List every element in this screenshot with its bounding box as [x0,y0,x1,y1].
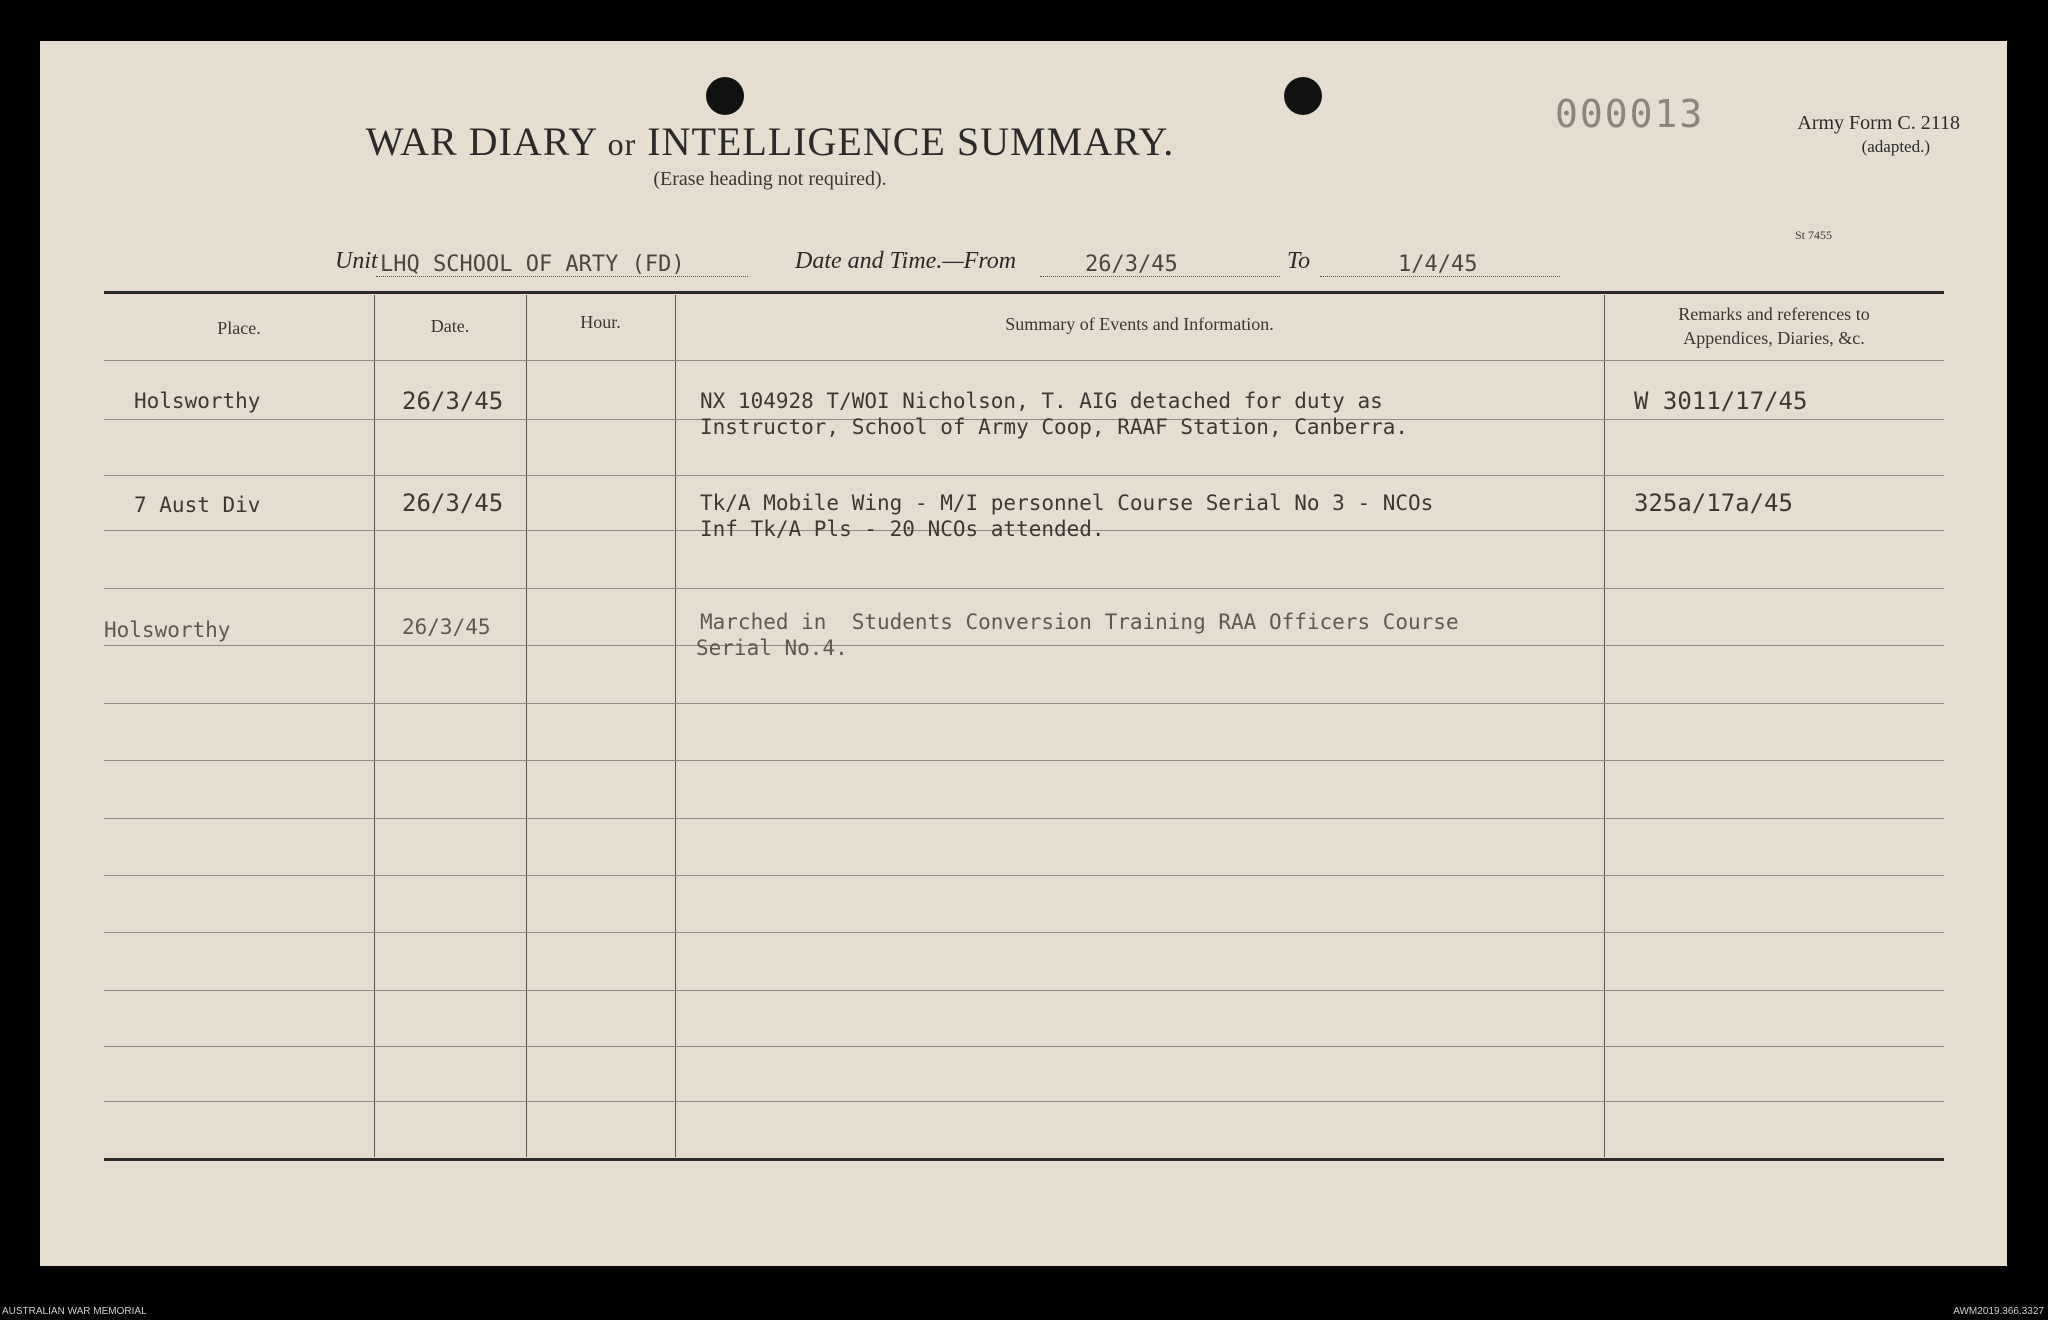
entry-summary: Serial No.4. [696,636,848,660]
form-adapted: (adapted.) [1861,137,1930,156]
entry-date: 26/3/45 [402,387,504,415]
entry-summary: Instructor, School of Army Coop, RAAF Station, Canberra. [700,415,1409,439]
form-title [0,118,1540,165]
stationery-number: St 7455 [1795,228,1833,242]
punch-hole-right [1284,77,1322,115]
entry-place: Holsworthy [104,618,231,642]
entry-summary: Tk/A Mobile Wing - M/I personnel Course Serial No 3 - NCOs [700,491,1434,515]
row-rule [104,990,1944,991]
entry-date: 26/3/45 [402,615,491,639]
entry-remarks: 325a/17a/45 [1634,489,1793,517]
entry-place: 7 Aust Div [134,493,261,517]
row-rule [104,703,1944,704]
entry-date: 26/3/45 [402,489,504,517]
unit-label: Unit [335,248,378,274]
diary-sheet [40,41,2007,1266]
title-main: WAR DIARY [365,119,597,164]
footer-left: AUSTRALIAN WAR MEMORIAL [2,1306,147,1317]
table-top-rule [104,291,1944,294]
row-rule [104,475,1944,476]
title-rest: INTELLIGENCE SUMMARY. [647,119,1175,164]
page-number-stamp: 000013 [1555,92,1705,136]
col-divider-3 [675,295,676,1157]
col-header-place: Place. [217,318,261,338]
header-rule [104,360,1944,361]
form-number: Army Form C. 2118 [1797,112,1960,134]
to-dotted-line [1320,276,1560,277]
from-value: 26/3/45 [1085,252,1178,277]
row-rule [104,932,1944,933]
entry-place: Holsworthy [134,389,261,413]
row-rule [104,1101,1944,1102]
footer-right: AWM2019.366.3327 [1953,1306,2044,1317]
row-rule [104,588,1944,589]
col-divider-1 [374,295,375,1157]
row-rule [104,645,1944,646]
from-dotted-line [1040,276,1280,277]
col-header-hour: Hour. [580,312,621,332]
col-header-date: Date. [430,316,470,336]
entry-remarks: W 3011/17/45 [1634,387,1808,415]
col-header-remarks: Remarks and references to Appendices, Diaries, &c. [1678,304,1870,348]
to-value: 1/4/45 [1398,252,1478,277]
entry-summary: Inf Tk/A Pls - 20 NCOs attended. [700,517,1105,541]
unit-dotted-line [376,276,748,277]
entry-summary: Marched in Students Conversion Training RAA Officers Course [700,610,1459,634]
title-or: or [607,126,637,162]
table-bottom-rule [104,1158,1944,1161]
unit-value: LHQ SCHOOL OF ARTY (FD) [380,252,685,277]
col-divider-2 [526,295,527,1157]
to-label: To [1287,248,1311,274]
row-rule [104,875,1944,876]
row-rule [104,1046,1944,1047]
col-divider-4 [1604,295,1605,1157]
date-time-label: Date and Time.—From [795,248,1017,274]
punch-hole-left [706,77,744,115]
row-rule [104,818,1944,819]
form-subtitle: (Erase heading not required). [653,168,887,190]
col-header-summary: Summary of Events and Information. [1005,314,1274,334]
entry-summary: NX 104928 T/WOI Nicholson, T. AIG detached for duty as [700,389,1383,413]
row-rule [104,760,1944,761]
